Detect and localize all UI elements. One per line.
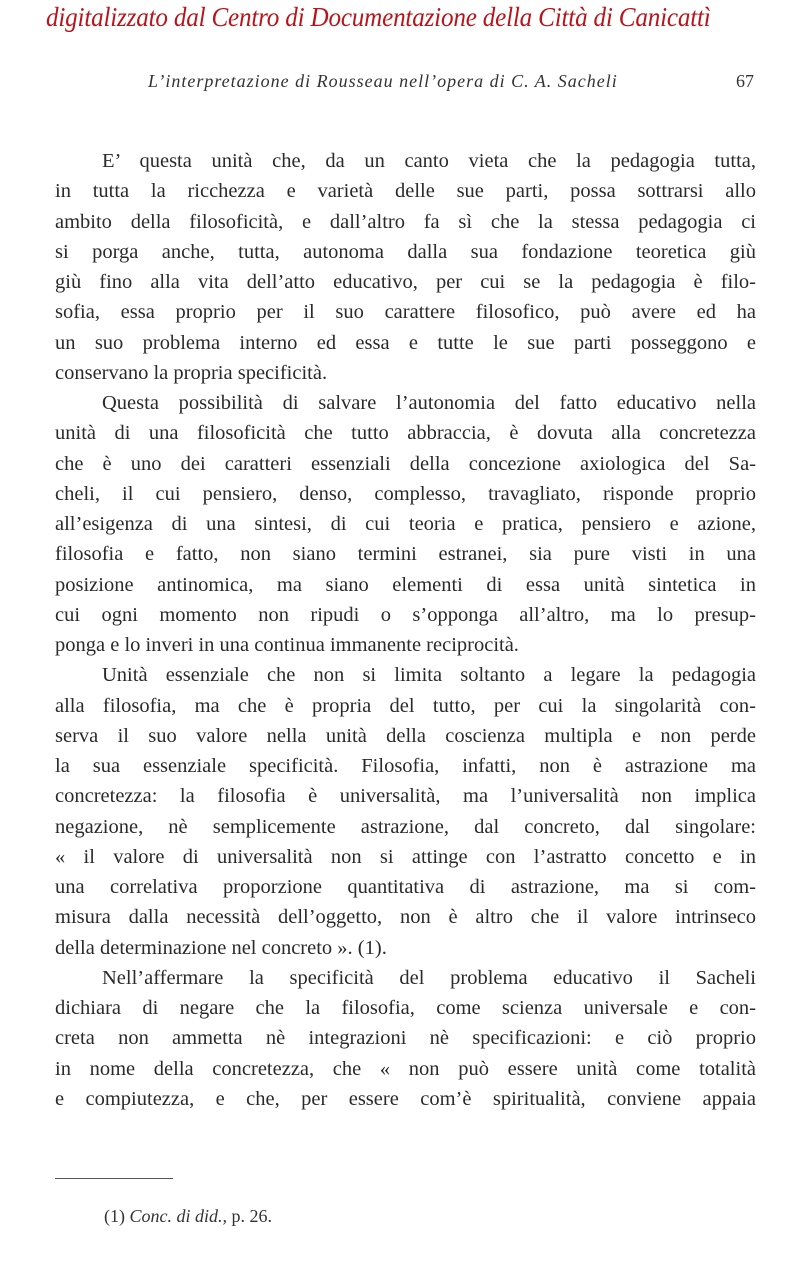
text-line: della determinazione nel concreto ». (1). [55,936,387,959]
text-line: negazione, nè semplicemente astrazione, dal concreto, dal singolare: [55,815,756,838]
footnote-divider [55,1178,173,1179]
text-line: ambito della filosoficità, e dall’altro fa sì che la stessa pedagogia ci [55,210,756,233]
text-line: filosofia e fatto, non siano termini estranei, sia pure visti in una [55,543,756,566]
text-line: e compiutezza, e che, per essere com’è spiritualità, conviene appaia [55,1087,756,1110]
text-line: ponga e lo inveri in una continua immanente reciprocità. [55,634,519,656]
text-line: cui ogni momento non ripudi o s’opponga all’altro, ma lo presup- [55,603,756,626]
page-number: 67 [736,71,754,91]
digitization-watermark: digitalizzato dal Centro di Documentazione della Città di Canicattì [46,2,711,32]
footnote [104,1206,272,1227]
text-line: cheli, il cui pensiero, denso, complesso, travagliato, risponde proprio [55,482,756,505]
text-line: un suo problema interno ed essa e tutte le sue parti posseggono e [55,331,756,354]
body-text [55,146,756,1114]
text-line: E’ questa unità che, da un canto vieta che la pedagogia tutta, [102,150,756,172]
footnote-number: (1) [104,1206,125,1226]
text-line: una correlativa proporzione quantitativa di astrazione, ma si com- [55,876,756,898]
text-line: « il valore di universalità non si attinge con l’astratto concetto e in [55,845,756,868]
text-line: Nell’affermare la specificità del problema educativo il Sacheli [102,966,756,989]
footnote-page: p. 26. [231,1206,272,1226]
text-line: conservano la propria specificità. [55,361,328,384]
text-line: Unità essenziale che non si limita soltanto a legare la pedagogia [102,664,756,687]
running-head [148,71,758,101]
text-line: dichiara di negare che la filosofia, come scienza universale e con- [55,997,756,1019]
text-line: sofia, essa proprio per il suo carattere filosofico, può avere ed ha [55,301,756,324]
text-line: unità di una filosoficità che tutto abbraccia, è dovuta alla concretezza [55,422,756,445]
text-line: giù fino alla vita dell’atto educativo, per cui se la pedagogia è filo- [55,271,756,293]
running-title: L’interpretazione di Rousseau nell’opera di C. A. Sacheli [148,71,618,91]
text-line: serva il suo valore nella unità della coscienza multipla e non perde [55,724,756,747]
text-line: concretezza: la filosofia è universalità, ma l’universalità non implica [55,785,756,808]
text-line: misura dalla necessità dell’oggetto, non è altro che il valore intrinseco [55,906,756,929]
text-line: all’esigenza di una sintesi, di cui teoria e pratica, pensiero e azione, [55,513,756,535]
footnote-reference: Conc. di did., [129,1206,227,1226]
text-line: la sua essenziale specificità. Filosofia, infatti, non è astrazione ma [55,755,756,777]
text-line: in tutta la ricchezza e varietà delle sue parti, possa sottrarsi allo [55,180,756,203]
text-line: in nome della concretezza, che « non può essere unità come totalità [55,1057,756,1080]
text-line: creta non ammetta nè integrazioni nè specificazioni: e ciò proprio [55,1027,756,1050]
text-line: Questa possibilità di salvare l’autonomia del fatto educativo nella [102,392,756,414]
text-line: che è uno dei caratteri essenziali della concezione axiologica del Sa- [55,452,756,475]
text-line: si porga anche, tutta, autonoma dalla sua fondazione teoretica giù [55,240,756,263]
text-line: posizione antinomica, ma siano elementi di essa unità sintetica in [55,573,756,596]
text-line: alla filosofia, ma che è propria del tutto, per cui la singolarità con- [55,694,756,717]
